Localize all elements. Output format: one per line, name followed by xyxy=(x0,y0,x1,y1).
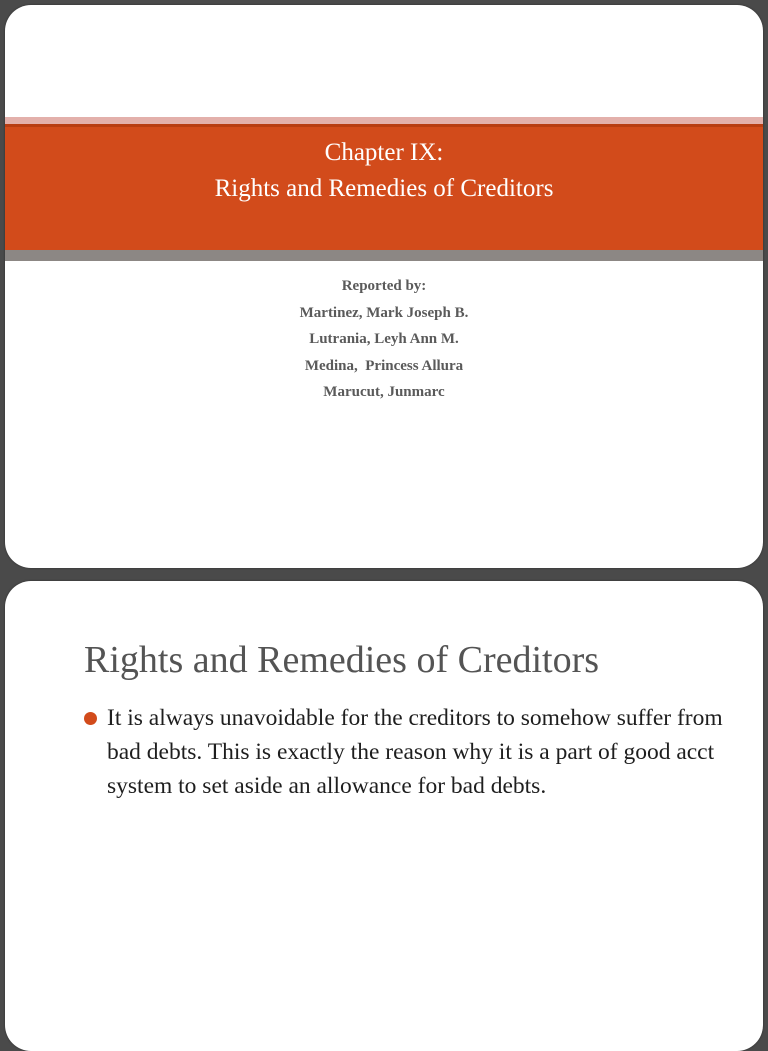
slide-heading: Rights and Remedies of Creditors xyxy=(84,639,600,681)
reporter-name: Martinez, Mark Joseph B. xyxy=(299,304,469,321)
slide-title xyxy=(5,135,763,207)
title-slide xyxy=(5,5,763,568)
bullet-item xyxy=(84,701,744,803)
content-slide xyxy=(5,581,763,1051)
reporter-name: Lutrania, Leyh Ann M. xyxy=(309,331,459,347)
chapter-label: Chapter IX: xyxy=(324,139,444,166)
bullet-text: It is always unavoidable for the creditors to somehow suffer from bad debts. This is exactly the reason why it is a part of good acct system to set aside an allowance for bad debts. xyxy=(107,705,723,799)
reported-by-label: Reported by: xyxy=(341,278,427,294)
reporter-name: Medina, Princess Allura xyxy=(304,357,464,374)
reporters-list xyxy=(5,273,763,406)
bullet-dot-icon xyxy=(84,712,97,725)
reporter-name: Marucut, Junmarc xyxy=(323,384,445,400)
chapter-title: Rights and Remedies of Creditors xyxy=(214,175,554,202)
title-band-shadow xyxy=(5,250,763,261)
